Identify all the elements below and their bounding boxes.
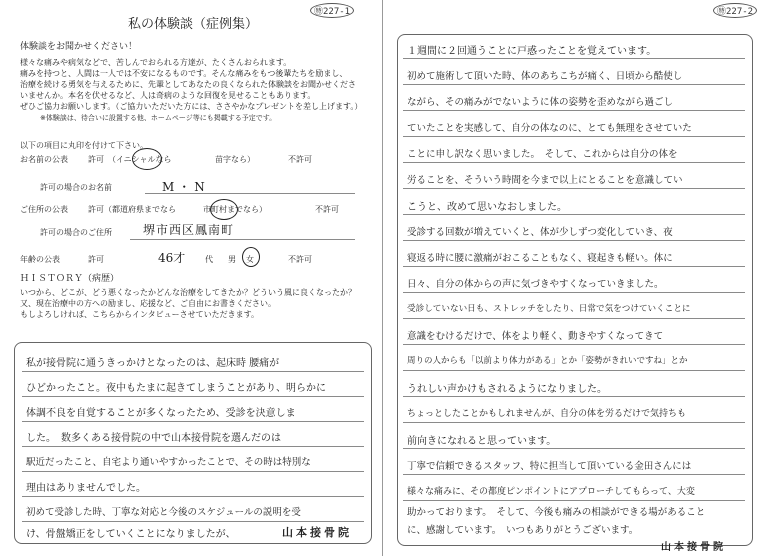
handwriting-line: 駅近だったこと、自宅より通いやすかったことで、その時は特別な <box>26 457 311 468</box>
handwriting-line: ちょっとしたことかもしれませんが、自分の体を労るだけで気持ちも <box>407 409 687 419</box>
ruled-line <box>403 448 745 449</box>
handwriting-line: 周りの人からも「以前より体力がある」とか「姿勢がきれいですね」とか <box>407 356 688 366</box>
deny-option[interactable]: 不許可 <box>315 205 339 214</box>
ruled-line <box>403 240 745 241</box>
handwriting-line: 意識をむけるだけで、体をより軽く、動きやすくなってきて <box>407 331 664 342</box>
handwriting-line: した。 数多くある接骨院の中で山本接骨院を選んだのは <box>26 433 281 444</box>
page-stamp: ㊕227-1 <box>310 3 354 18</box>
age-suffix: 代 <box>205 255 213 264</box>
address-value: 堺市西区鳳南町 <box>143 223 235 237</box>
ruled-line <box>403 84 745 85</box>
handwriting-line: 助かっております。 そして、今後も痛みの相談ができる場があること <box>407 507 706 518</box>
surname-option[interactable]: 苗字なら） <box>215 155 255 164</box>
handwriting-line: 前向きになれると思っています。 <box>407 436 557 447</box>
right-page <box>382 0 762 556</box>
initial-option[interactable]: （イニシャルなら <box>108 155 172 164</box>
handwriting-line: 労ることを、そういう時間を今まで以上にとることを意識してい <box>407 175 683 186</box>
history-prompt-line: 又、現在治療中の方への励まし、応援など、ご自由にお書きください。 <box>20 299 276 308</box>
ruled-line <box>403 318 745 319</box>
handwriting-line: 初めて受診した時、丁寧な対応と今後のスケジュールの説明を受 <box>26 507 301 518</box>
circle-mark <box>210 199 238 220</box>
handwriting-line: 受診していない日も、ストレッチをしたり、日常で気をつけていくことに <box>407 304 691 314</box>
age-value: 46才 <box>158 251 186 265</box>
deny-option[interactable]: 不許可 <box>288 155 312 164</box>
handwriting-line: 丁寧で信頼できるスタッフ、特に担当して頂いている金田さんには <box>407 461 692 472</box>
handwriting-line: ながら、その痛みがでないように体の姿勢を歪めながら過ごし <box>407 97 674 108</box>
intro-line: 治療を続ける勇気を与えるために、先輩としてあなたの良くなられた体験談をお聞かせくださ <box>20 80 356 89</box>
ruled-line <box>403 344 745 345</box>
permit-option[interactable]: 許可 <box>88 255 104 264</box>
ruled-line <box>403 292 745 293</box>
permit-option[interactable]: 許可 <box>88 155 104 164</box>
name-publish-label: お名前の公表 <box>20 155 68 164</box>
handwriting-line: 寝返る時に腰に激痛がおこることもなく、寝起きも軽い。体に <box>407 253 673 264</box>
circle-mark <box>242 247 260 267</box>
handwriting-line: 初めて施術して頂いた時、体のあちこちが痛く、日頃から酷使し <box>407 71 683 82</box>
handwriting-line: 受診する回数が増えていくと、体が少しずつ変化していき、夜 <box>407 227 673 238</box>
handwriting-line: に、感謝しています。 いつもありがとうございます。 <box>407 525 639 536</box>
ruled-line <box>403 422 745 423</box>
handwriting-line: 日々、自分の体からの声に気づきやすくなっていきました。 <box>407 279 664 290</box>
intro-line: 様々な痛みや病気などで、苦しんでおられる方達が、たくさんおられます。 <box>20 58 292 67</box>
page-title: 私の体験談（症例集） <box>128 17 259 32</box>
deny-option[interactable]: 不許可 <box>288 255 312 264</box>
intro-line: ぜひご協力お願いします。（ご協力いただいた方には、ささやかなプレゼントを差し上げます。） <box>20 102 363 111</box>
ruled-line <box>22 396 364 397</box>
ruled-line <box>22 496 364 497</box>
history-title: ＨＩＳＴＯＲＹ（病歴） <box>20 274 120 284</box>
page-stamp: ㊕227-2 <box>713 3 757 18</box>
intro-note: ※体験談は、待合いに設置する他、ホームページ等にも掲載する予定です。 <box>40 114 277 122</box>
history-prompt-line: いつから、どこが、どう悪くなったかどんな治療をしてきたか？どういう風に良くなったか？ <box>20 288 356 297</box>
handwriting-line: １週間に２回通うことに戸惑ったことを覚えています。 <box>407 46 657 57</box>
address-permit-label: 許可の場合のご住所 <box>40 228 112 237</box>
handwriting-line: ひどかったこと。夜中もたまに起きてしまうことがあり、明らかに <box>26 383 326 394</box>
ruled-line <box>403 188 745 189</box>
underline <box>130 239 355 240</box>
circle-mark <box>132 148 162 170</box>
ruled-line <box>403 500 745 501</box>
ruled-line <box>403 214 745 215</box>
ruled-line <box>22 371 364 372</box>
ruled-line <box>403 162 745 163</box>
ruled-line <box>403 266 745 267</box>
underline <box>145 193 355 194</box>
address-publish-label: ご住所の公表 <box>20 205 68 214</box>
name-value: M・N <box>162 180 209 194</box>
intro-line: 痛みを持つと、人間は一人では不安になるものです。そんな痛みをもつ後輩たちを励まし、 <box>20 69 348 78</box>
ruled-line <box>403 370 745 371</box>
ruled-line <box>403 58 745 59</box>
ruled-line <box>22 421 364 422</box>
female-option[interactable]: 女 <box>246 255 254 264</box>
male-option[interactable]: 男 <box>228 255 236 264</box>
handwriting-line: 様々な痛みに、その都度ピンポイントにアプローチしてもらって、大変 <box>407 487 695 497</box>
request-heading: 体験談をお聞かせください！ <box>20 42 138 52</box>
history-prompt-line: もしよろしければ、こちらからインタビューさせていただきます。 <box>20 310 260 319</box>
handwriting-line: こうと、改めて思いなおしました。 <box>407 202 567 213</box>
handwriting-line: 私が接骨院に通うきっかけとなったのは、起床時 腰痛が <box>26 358 280 369</box>
handwriting-line: 体調不良を自覚することが多くなったため、受診を決意しま <box>26 408 296 419</box>
instruction: 以下の項目に丸印を付けて下さい。 <box>20 141 148 150</box>
ruled-line <box>22 471 364 472</box>
ruled-line <box>22 521 364 522</box>
ruled-line <box>403 110 745 111</box>
pref-option[interactable]: 許可（都道府県までなら <box>88 205 176 214</box>
handwriting-line: ことに申し訳なく思いました。 そして、これからは自分の体を <box>407 149 678 160</box>
city-option[interactable]: 市町村までなら） <box>203 205 267 214</box>
handwriting-line: うれしい声かけもされるようになりました。 <box>407 384 607 395</box>
handwriting-line: 理由はありませんでした。 <box>26 483 146 494</box>
name-permit-label: 許可の場合のお名前 <box>40 183 112 192</box>
age-publish-label: 年齢の公表 <box>20 255 60 264</box>
handwriting-line: ていたことを実感して、自分の体なのに、とても無理をさせていた <box>407 123 692 134</box>
intro-line: いませんか。本名を伏せるなど、人は奇病のような回復を見せることもあります。 <box>20 91 316 100</box>
clinic-name: 山本接骨院 <box>661 542 726 553</box>
ruled-line <box>403 396 745 397</box>
ruled-line <box>22 446 364 447</box>
ruled-line <box>403 474 745 475</box>
ruled-line <box>403 136 745 137</box>
handwriting-line: け、骨盤矯正をしていくことになりましたが、 <box>26 529 236 540</box>
clinic-name: 山本接骨院 <box>282 526 352 539</box>
